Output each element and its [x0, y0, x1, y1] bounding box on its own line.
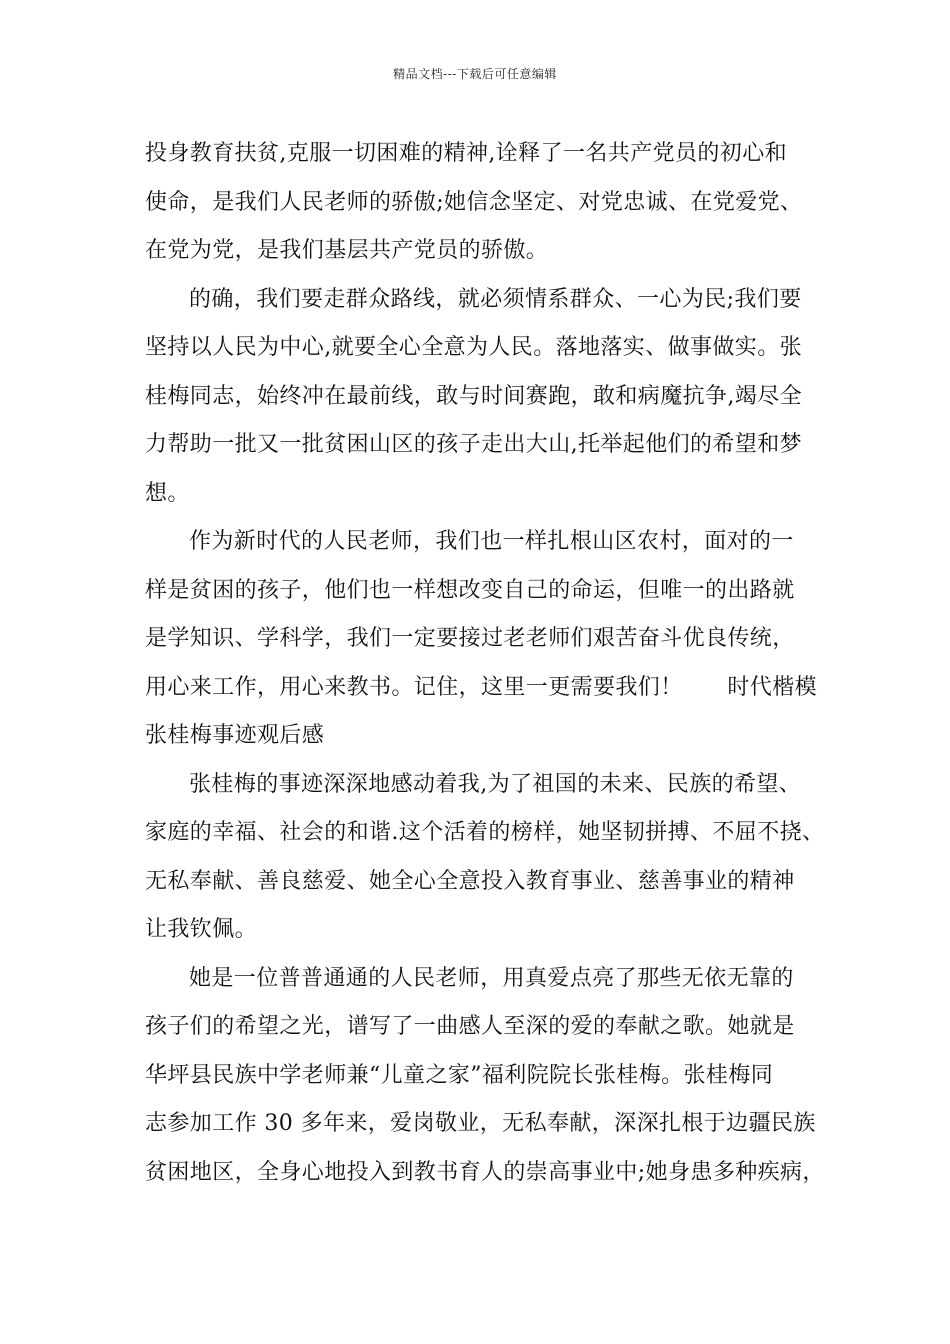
text-line: 是学知识、学科学，我们一定要接过老老师们艰苦奋斗优良传统， — [145, 626, 795, 651]
text-line: 想。 — [145, 480, 190, 506]
text-line: 样是贫困的孩子，他们也一样想改变自己的命运，但唯一的出路就 — [145, 577, 795, 603]
paragraph-3 — [145, 518, 835, 761]
page-header: 精品文档---下载后可任意编辑 — [393, 67, 557, 81]
text-line: 作为新时代的人民老师，我们也一样扎根山区农村，面对的一 — [189, 529, 794, 554]
text-line: 的确，我们要走群众路线，就必须情系群众、一心为民;我们要 — [189, 286, 802, 312]
text-line: 张桂梅事迹观后感 — [145, 723, 325, 748]
text-line: 志参加工作 30 多年来，爱岗敬业，无私奉献，深深扎根于边疆民族 — [145, 1111, 816, 1136]
text-line: 贫困地区，全身心地投入到教书育人的崇高事业中;她身患多种疾病， — [145, 1159, 825, 1185]
text-line: 无私奉献、善良慈爱、她全心全意投入教育事业、慈善事业的精神 — [145, 868, 795, 894]
paragraph-4 — [145, 761, 835, 955]
text-line: 家庭的幸福、社会的和谐.这个活着的榜样，她坚韧拼搏、不屈不挠、 — [145, 820, 825, 845]
text-line: 华坪县民族中学老师兼“儿童之家”福利院院长张桂梅。张桂梅同 — [145, 1062, 774, 1088]
text-line: 她是一位普普通通的人民老师，用真爱点亮了那些无依无靠的 — [189, 965, 794, 991]
text-line: 力帮助一批又一批贫困山区的孩子走出大山,托举起他们的希望和梦 — [145, 432, 802, 457]
document-body — [145, 130, 835, 1197]
text-line: 在党为党，是我们基层共产党员的骄傲。 — [145, 238, 549, 263]
text-line: 张桂梅的事迹深深地感动着我,为了祖国的未来、民族的希望、 — [189, 771, 802, 797]
text-line: 用心来工作，用心来教书。记住，这里一更需要我们！ 时代楷模 — [145, 674, 818, 700]
text-line: 孩子们的希望之光，谱写了一曲感人至深的爱的奉献之歌。她就是 — [145, 1014, 795, 1039]
text-line: 桂梅同志，始终冲在最前线，敢与时间赛跑，敢和病魔抗争,竭尽全 — [145, 383, 802, 409]
text-line: 投身教育扶贫,克服一切困难的精神,诠释了一名共产党员的初心和 — [145, 141, 787, 166]
text-line: 让我钦佩。 — [145, 917, 258, 942]
text-line: 使命，是我们人民老师的骄傲;她信念坚定、对党忠诚、在党爱党、 — [145, 189, 803, 215]
paragraph-5 — [145, 955, 835, 1198]
paragraph-1 — [145, 130, 835, 276]
paragraph-2 — [145, 276, 835, 519]
text-line: 坚持以人民为中心,就要全心全意为人民。落地落实、做事做实。张 — [145, 335, 802, 360]
